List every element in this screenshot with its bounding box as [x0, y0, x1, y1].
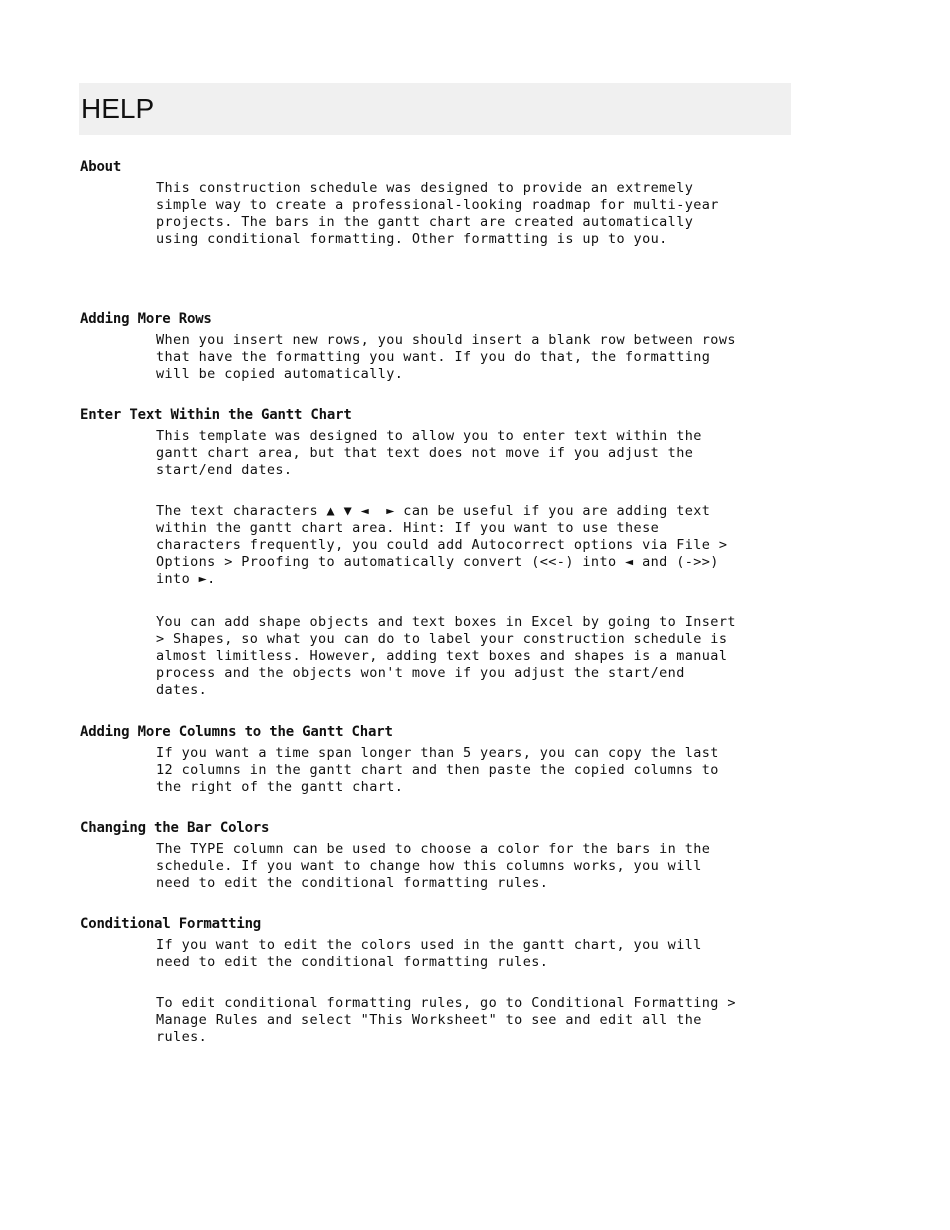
section-heading-enter-text: Enter Text Within the Gantt Chart — [80, 407, 352, 423]
enter-text-paragraph-1: This template was designed to allow you to enter text within the gantt chart area, but that text does not move if you adjust the start/end dates. — [156, 428, 702, 478]
section-heading-adding-more-rows: Adding More Rows — [80, 311, 212, 327]
conditional-formatting-paragraph-2: To edit conditional formatting rules, go to Conditional Formatting > Manage Rules and select "This Worksheet" to see and edit all the rules. — [156, 995, 736, 1045]
bar-colors-paragraph: The TYPE column can be used to choose a color for the bars in the schedule. If you want to change how this columns works, you will need to edit the conditional formatting rules. — [156, 841, 711, 891]
about-paragraph: This construction schedule was designed to provide an extremely simple way to create a professional-looking roadmap for multi-year projects. The bars in the gantt chart are created automatically using conditional formatting. Other formatting is up to you. — [156, 180, 719, 247]
section-heading-adding-more-columns: Adding More Columns to the Gantt Chart — [80, 724, 393, 740]
section-heading-about: About — [80, 159, 122, 175]
enter-text-paragraph-2: The text characters ▲ ▼ ◄ ► can be useful if you are adding text within the gantt chart area. Hint: If you want to use these characters frequently, you could add Autocorrect options via File > Options > Proofing to automatically convert (<<-) into ◄ and (->>) into ►. — [156, 503, 728, 587]
section-heading-conditional-formatting: Conditional Formatting — [80, 916, 262, 932]
section-heading-bar-colors: Changing the Bar Colors — [80, 820, 270, 836]
page-title: HELP — [81, 93, 155, 124]
conditional-formatting-paragraph-1: If you want to edit the colors used in the gantt chart, you will need to edit the conditional formatting rules. — [156, 937, 702, 970]
adding-more-rows-paragraph: When you insert new rows, you should insert a blank row between rows that have the formatting you want. If you do that, the formatting will be copied automatically. — [156, 332, 736, 382]
enter-text-paragraph-3: You can add shape objects and text boxes in Excel by going to Insert > Shapes, so what you can do to label your construction schedule is almost limitless. However, adding text boxes and shapes is a manual process and the objects won't move if you adjust the start/end dates. — [156, 614, 736, 698]
adding-more-columns-paragraph: If you want a time span longer than 5 years, you can copy the last 12 columns in the gantt chart and then paste the copied columns to the right of the gantt chart. — [156, 745, 719, 795]
title-banner — [79, 83, 791, 135]
